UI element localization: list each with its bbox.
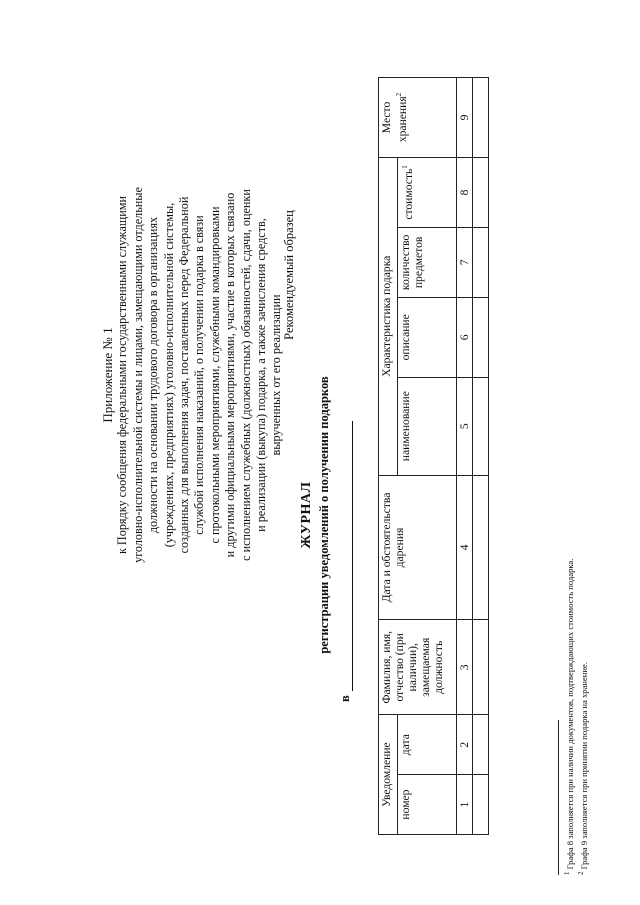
- footnote-text: Графа 8 заполняется при наличии документов, подтверждающих стоимость подарка.: [564, 558, 575, 870]
- empty-cell: [473, 78, 489, 158]
- column-number-cell: 8: [457, 157, 473, 227]
- organization-line: [338, 325, 353, 705]
- header-characteristics: Характеристика подарка: [379, 157, 398, 475]
- header-name: наименование: [398, 377, 457, 475]
- footnote-ref: 1: [401, 165, 409, 169]
- appendix-block: [100, 95, 285, 655]
- organization-blank: [341, 421, 353, 691]
- column-number-cell: 5: [457, 377, 473, 475]
- empty-cell: [473, 227, 489, 297]
- column-number-cell: 3: [457, 620, 473, 715]
- appendix-line: (учреждениях, предприятиях) уголовно-исполнительной системы,: [161, 202, 176, 548]
- header-value-label: стоимость: [401, 168, 415, 220]
- appendix-line: службой исполнения наказаний, о получении подарка в связи: [192, 215, 207, 535]
- header-number: номер: [398, 775, 457, 835]
- appendix-line: и реализации (выкупа) подарка, а также зачисления средств,: [254, 218, 269, 532]
- empty-cell: [473, 775, 489, 835]
- footnote-ref: 2: [395, 92, 403, 97]
- organization-prefix: в: [338, 695, 352, 702]
- appendix-number: Приложение № 1: [100, 327, 115, 423]
- appendix-line: вырученных от его реализации: [269, 294, 284, 456]
- appendix-line: созданных для выполнения задач, поставленных перед Федеральной: [177, 196, 192, 554]
- empty-cell: [473, 157, 489, 227]
- header-gift-date: Дата и обстоятельства дарения: [379, 475, 457, 620]
- column-number-cell: 4: [457, 475, 473, 620]
- journal-title-main: ЖУРНАЛ: [299, 481, 314, 549]
- appendix-line: к Порядку сообщения федеральными государственными служащими: [115, 195, 130, 555]
- footnote-divider: [558, 720, 559, 875]
- table-row: [473, 78, 489, 835]
- column-number-cell: 7: [457, 227, 473, 297]
- header-storage-label: Место хранения: [380, 96, 409, 143]
- journal-title: [299, 325, 353, 705]
- header-description: описание: [398, 297, 457, 377]
- footnote-2: [576, 559, 590, 875]
- journal-title-sub: регистрации уведомлений о получении подарков: [317, 376, 331, 654]
- appendix-line: с исполнением служебных (должностных) обязанностей, сдачи, оценки: [238, 189, 253, 561]
- empty-cell: [473, 715, 489, 775]
- empty-cell: [473, 475, 489, 620]
- empty-cell: [473, 377, 489, 475]
- appendix-line: с протокольными мероприятиями, служебными командировками: [207, 206, 222, 544]
- appendix-line: уголовно-исполнительной системы и лицами, замещающими отдельные: [130, 187, 145, 563]
- column-number-cell: 1: [457, 775, 473, 835]
- header-fio: Фамилия, имя, отчество (при наличии), замещаемая должность: [379, 620, 457, 715]
- footnotes: [562, 559, 590, 875]
- column-number-cell: 2: [457, 715, 473, 775]
- column-number-cell: 6: [457, 297, 473, 377]
- sample-label: Рекомендуемый образец: [282, 210, 296, 340]
- footnote-1: [562, 559, 576, 875]
- header-date: дата: [398, 715, 457, 775]
- header-notification: Уведомление: [379, 715, 398, 835]
- footnote-mark: 1: [563, 871, 571, 875]
- empty-cell: [473, 620, 489, 715]
- footnote-mark: 2: [576, 871, 585, 875]
- journal-table: [378, 77, 489, 835]
- empty-cell: [473, 297, 489, 377]
- column-number-cell: 9: [457, 78, 473, 158]
- appendix-line: и другими официальными мероприятиями, участие в которых связано: [223, 192, 238, 558]
- footnote-text: Графа 9 заполняется при принятии подарка на хранение.: [578, 662, 589, 870]
- header-quantity: количество предметов: [398, 227, 457, 297]
- header-storage: [379, 78, 457, 158]
- appendix-line: должности на основании трудового договора в организациях: [146, 216, 161, 534]
- header-value: [398, 157, 457, 227]
